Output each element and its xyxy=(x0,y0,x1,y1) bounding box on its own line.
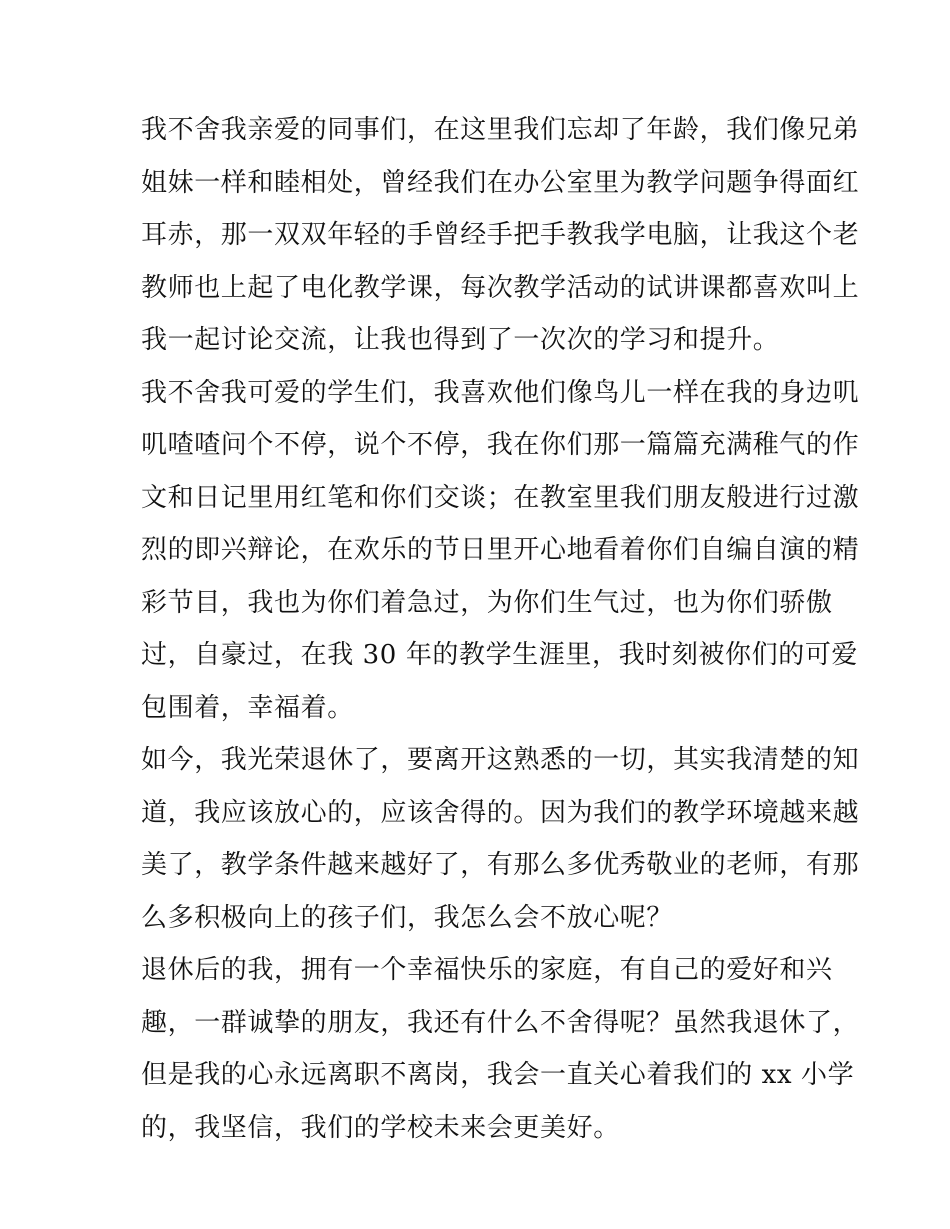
paragraph-2-line-6: 过，自豪过，在我 30 年的教学生涯里，我时刻被你们的可爱 xyxy=(141,640,859,670)
paragraph-4-line-1: 退休后的我，拥有一个幸福快乐的家庭，有自己的爱好和兴 xyxy=(141,955,833,985)
paragraph-4-line-2: 趣，一群诚挚的朋友，我还有什么不舍得呢？虽然我退休了， xyxy=(141,1007,860,1038)
paragraph-3-line-3: 美了，教学条件越来越好了，有那么多优秀敬业的老师，有那 xyxy=(141,850,860,880)
paragraph-1-line-4: 教师也上起了电化教学课，每次教学活动的试讲课都喜欢叫上 xyxy=(141,272,860,303)
paragraph-4-line-4: 的，我坚信，我们的学校未来会更美好。 xyxy=(141,1112,620,1143)
paragraph-2-line-2: 叽喳喳问个不停，说个不停，我在你们那一篇篇充满稚气的作 xyxy=(141,430,860,460)
paragraph-3-line-2: 道，我应该放心的，应该舍得的。因为我们的教学环境越来越 xyxy=(141,797,860,828)
paragraph-2-line-5: 彩节目，我也为你们着急过，为你们生气过，也为你们骄傲 xyxy=(141,587,833,618)
paragraph-3-line-1: 如今，我光荣退休了，要离开这熟悉的一切，其实我清楚的知 xyxy=(141,745,860,775)
paragraph-2-line-7: 包围着，幸福着。 xyxy=(141,692,354,723)
paragraph-3-line-4: 么多积极向上的孩子们，我怎么会不放心呢？ xyxy=(141,902,674,933)
paragraph-1-line-5: 我一起讨论交流，让我也得到了一次次的学习和提升。 xyxy=(141,325,780,355)
paragraph-2-line-3: 文和日记里用红笔和你们交谈；在教室里我们朋友般进行过激 xyxy=(141,482,860,513)
paragraph-1-line-2: 姐妹一样和睦相处，曾经我们在办公室里为教学问题争得面红 xyxy=(141,167,860,198)
paragraph-1-line-3: 耳赤，那一双双年轻的手曾经手把手教我学电脑，让我这个老 xyxy=(141,220,860,250)
paragraph-4-line-3: 但是我的心永远离职不离岗，我会一直关心着我们的 xx 小学 xyxy=(141,1060,855,1090)
paragraph-1-line-1: 我不舍我亲爱的同事们，在这里我们忘却了年龄，我们像兄弟 xyxy=(141,115,860,145)
paragraph-2-line-1: 我不舍我可爱的学生们，我喜欢他们像鸟儿一样在我的身边叽 xyxy=(141,377,860,408)
document-body xyxy=(141,104,860,1154)
paragraph-2-line-4: 烈的即兴辩论，在欢乐的节日里开心地看着你们自编自演的精 xyxy=(141,535,860,565)
